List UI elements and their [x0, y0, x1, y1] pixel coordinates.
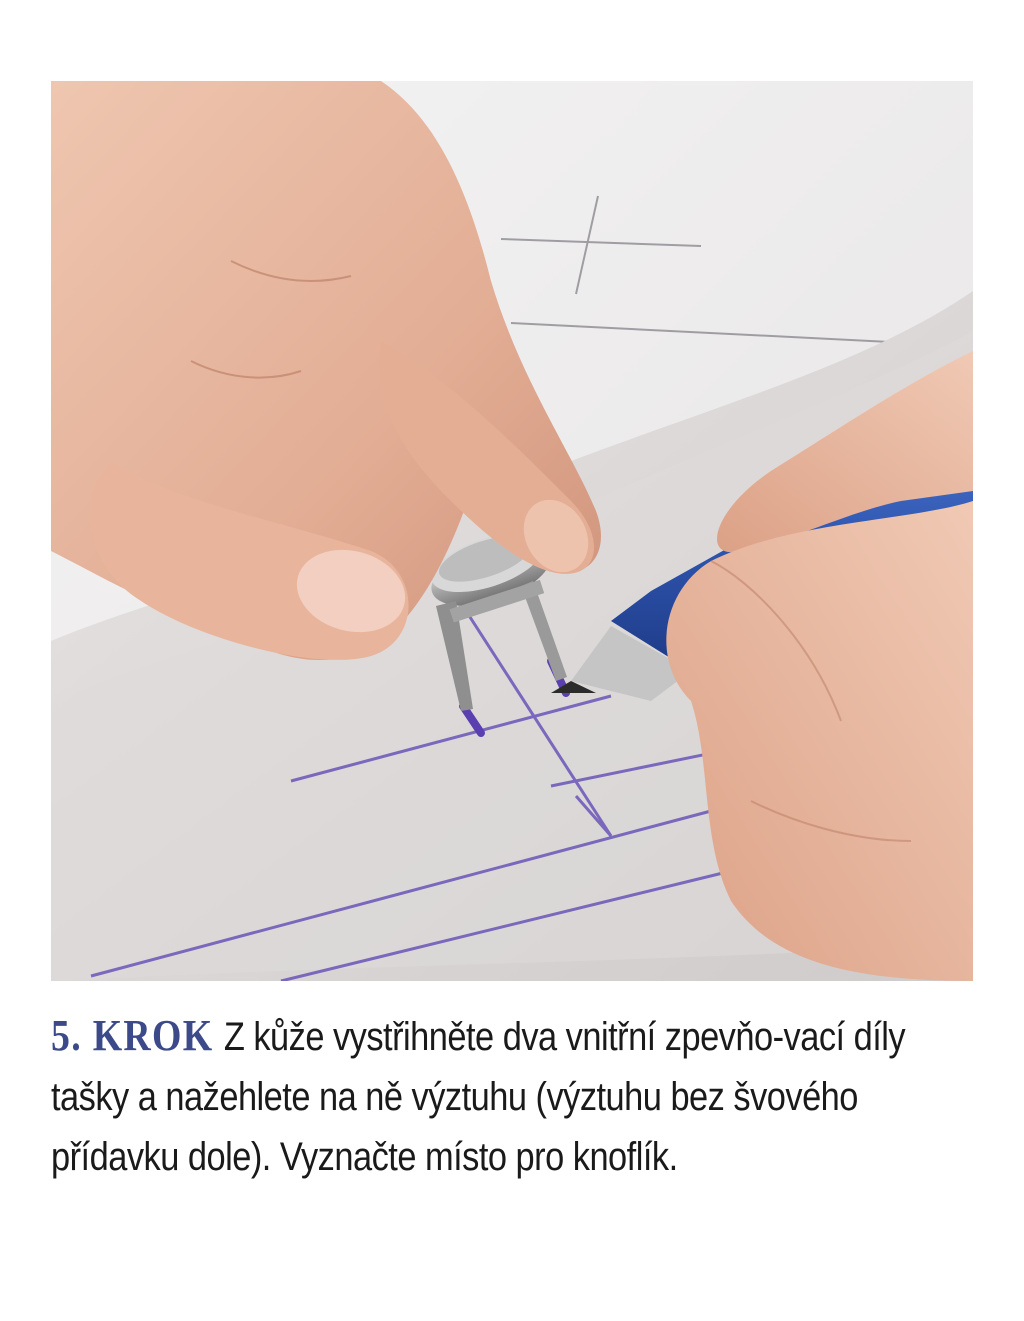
step-photo: [51, 81, 973, 981]
step-text: Z kůže vystřihněte dva vnitřní zpevňo-vací díly tašky a nažehlete na ně výztuhu (výztuhu bez švového přídavku dole). Vyznačte místo pro knoflík.: [51, 1015, 906, 1179]
step-label: 5. KROK: [51, 1011, 214, 1060]
step-caption: [51, 1006, 976, 1187]
